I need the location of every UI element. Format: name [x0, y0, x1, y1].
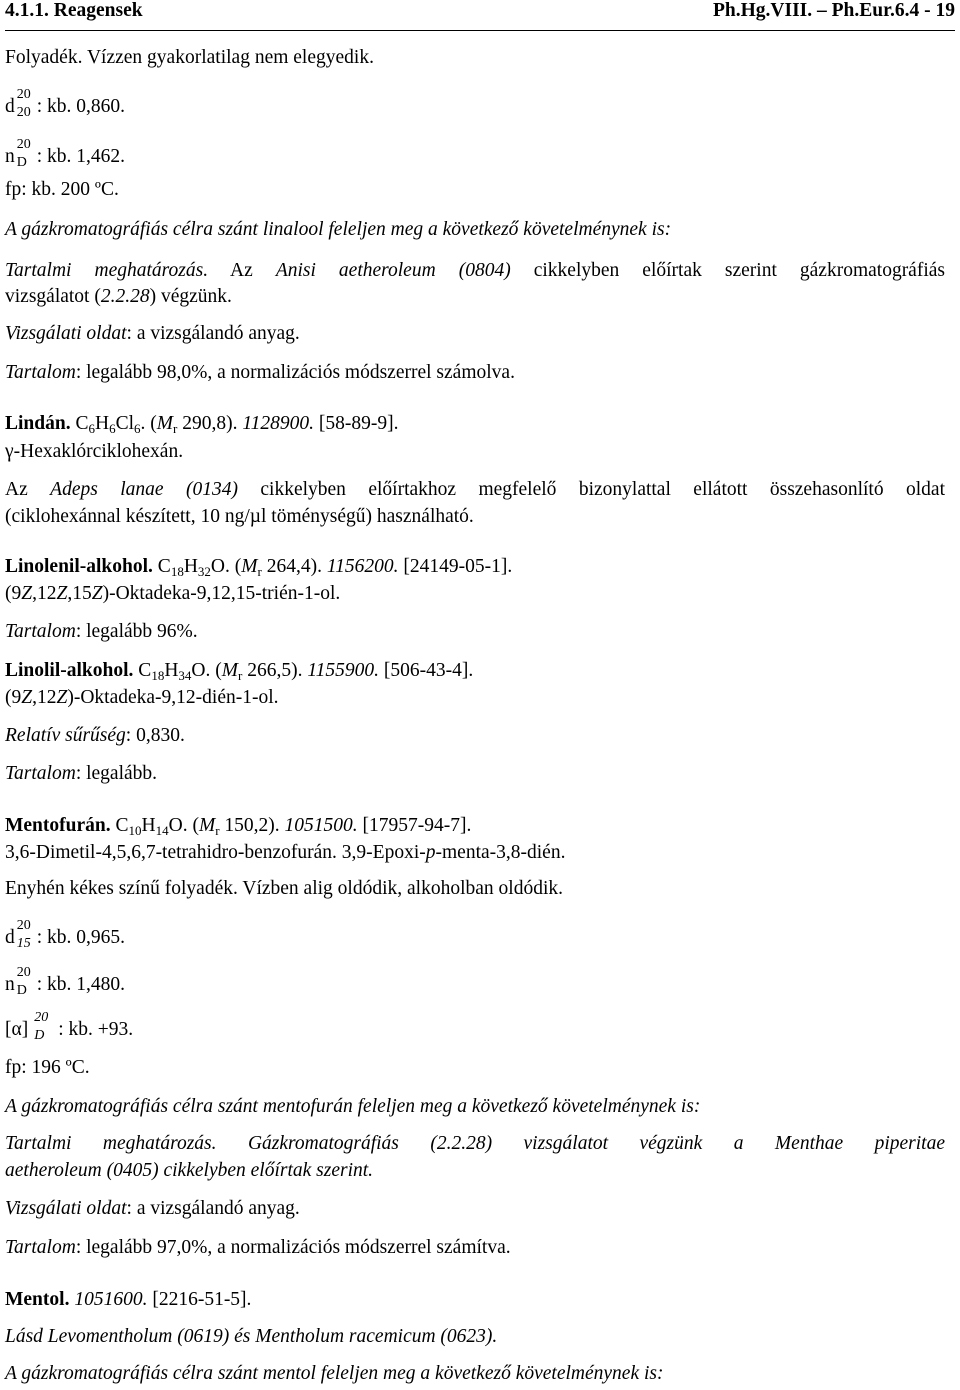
linalool-test-solution: Vizsgálati oldat: a vizsgálandó anyag. [5, 323, 300, 344]
linolil-relative-density: Relatív sűrűség: 0,830. [5, 725, 185, 746]
lindan-synonym: γ-Hexaklórciklohexán. [5, 441, 184, 462]
mentofuran-assay-line1: Tartalmi meghatározás. Gázkromatográfiás (2.2.28) vizsgálatot végzünk a Menthae piperitae [5, 1133, 945, 1154]
linolenil-content: Tartalom: legalább 96%. [5, 621, 198, 642]
mentofuran-boiling-point: fp: 196 ºC. [5, 1057, 90, 1078]
pharmacopoeia-reference: Ph.Hg.VIII. – Ph.Eur.6.4 - 19 [713, 0, 955, 21]
linalool-refractive-index: n 20 D : kb. 1,462. [5, 137, 126, 170]
page-header [5, 0, 955, 27]
mentofuran-refractive-index: n 20 D : kb. 1,480. [5, 965, 126, 998]
mentofuran-content: Tartalom: legalább 97,0%, a normalizációs módszerrel számítva. [5, 1237, 511, 1258]
linalool-content: Tartalom: legalább 98,0%, a normalizációs módszerrel számolva. [5, 362, 515, 383]
reagent-name: Mentofurán. [5, 815, 111, 836]
mentofuran-description: Enyhén kékes színű folyadék. Vízben alig oldódik, alkoholban oldódik. [5, 878, 563, 899]
reagent-name: Linolil-alkohol. [5, 660, 134, 681]
anisi-aetheroleum-reference: Anisi aetheroleum (0804) [275, 260, 511, 281]
mentol-entry-heading: Mentol. 1051600. [2216-51-5]. [5, 1289, 252, 1310]
lindan-entry-heading: Lindán. $C_6H_6Cl_6$. ($M_r$ 290,8). 1128900. [58-89-9]. [5, 413, 399, 436]
linolil-entry-heading: Linolil-alkohol. $C_{18}H_{34}O$. ($M_r$ 266,5). 1155900. [506-43-4]. [5, 660, 474, 683]
mentofuran-optical-rotation: [α] 20 D : kb. +93. [5, 1010, 134, 1043]
linalool-assay-line1: Tartalmi meghatározás. Az Anisi aetheroleum (0804) cikkelyben előírtak szerint gázkromatográfiás [5, 260, 945, 281]
mentol-gc-requirement: A gázkromatográfiás célra szánt mentol feleljen meg a következő követelménynek is: [5, 1363, 664, 1384]
linalool-density: d 20 20 : kb. 0,860. [5, 87, 126, 120]
linolil-content: Tartalom: legalább. [5, 763, 158, 784]
linalool-assay-line2: vizsgálatot (2.2.28) végzünk. [5, 286, 232, 307]
linolenil-synonym: (9Z,12Z,15Z)-Oktadeka-9,12,15-trién-1-ol. [5, 583, 341, 604]
lindan-description-line2: (ciklohexánnal készített, 10 ng/µl töménységű) használható. [5, 506, 474, 527]
mentofuran-entry-heading: Mentofurán. $C_{10}H_{14}O$. ($M_r$ 150,2). 1051500. [17957-94-7]. [5, 815, 472, 838]
mentofuran-density: d 20 15 : kb. 0,965. [5, 918, 126, 951]
linalool-description: Folyadék. Vízzen gyakorlatilag nem elegyedik. [5, 47, 374, 68]
linalool-gc-requirement: A gázkromatográfiás célra szánt linalool feleljen meg a következő követelménynek is: [5, 219, 672, 240]
mentol-see-reference: Lásd Levomentholum (0619) és Mentholum racemicum (0623). [5, 1326, 498, 1347]
header-rule [5, 30, 955, 31]
mentofuran-gc-requirement: A gázkromatográfiás célra szánt mentofurán feleljen meg a következő követelménynek is: [5, 1096, 701, 1117]
reagent-name: Linolenil-alkohol. [5, 556, 153, 577]
linolenil-entry-heading: Linolenil-alkohol. $C_{18}H_{32}O$. ($M_r$ 264,4). 1156200. [24149-05-1]. [5, 556, 513, 579]
mentofuran-assay-line2: aetheroleum (0405) cikkelyben előírtak szerint. [5, 1160, 374, 1181]
section-title: 4.1.1. Reagensek [5, 0, 143, 21]
mentofuran-synonym: 3,6-Dimetil-4,5,6,7-tetrahidro-benzofurán. 3,9-Epoxi-p-menta-3,8-dién. [5, 842, 566, 863]
linolil-synonym: (9Z,12Z)-Oktadeka-9,12-dién-1-ol. [5, 687, 279, 708]
reagent-name: Lindán. [5, 413, 71, 434]
mentofuran-test-solution: Vizsgálati oldat: a vizsgálandó anyag. [5, 1198, 300, 1219]
linalool-boiling-point: fp: kb. 200 ºC. [5, 179, 119, 200]
lindan-description-line1: Az Adeps lanae (0134) cikkelyben előírtakhoz megfelelő bizonylattal ellátott összehasonlító oldat [5, 479, 945, 500]
reagent-name: Mentol. [5, 1289, 70, 1310]
